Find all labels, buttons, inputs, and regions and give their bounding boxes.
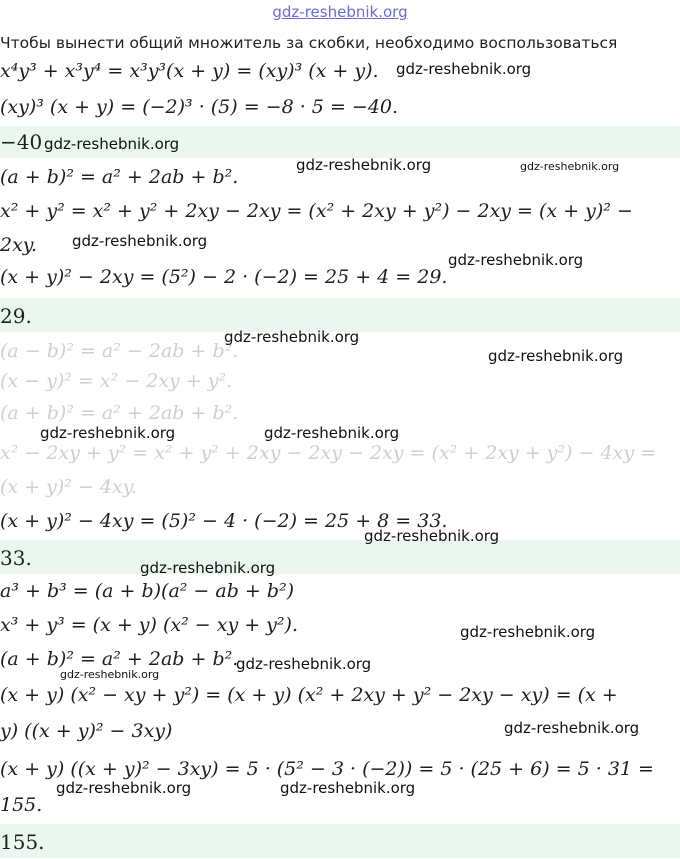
math-line: x² + y² = x² + y² + 2xy − 2xy = (x² + 2xy + y²) − 2xy = (x + y)² − xyxy=(0,200,633,222)
watermark-text: gdz-reshebnik.org xyxy=(60,668,160,681)
math-line: (x + y)² − 4xy = (5)² − 4 · (−2) = 25 + 8 = 33. xyxy=(0,510,448,532)
watermark-text: gdz-reshebnik.org xyxy=(72,232,208,250)
answer-value: 33. xyxy=(0,546,32,570)
watermark-text: gdz-reshebnik.org xyxy=(396,60,532,78)
watermark-text: gdz-reshebnik.org xyxy=(236,655,372,673)
answer-band xyxy=(0,298,680,332)
math-line-faded: (x − y)² = x² − 2xy + y². xyxy=(0,370,233,392)
answer-value: 155. xyxy=(0,830,45,854)
watermark-text: gdz-reshebnik.org xyxy=(460,623,596,641)
answer-band xyxy=(0,824,680,858)
math-line-faded: x² − 2xy + y² = x² + y² + 2xy − 2xy − 2xy = (x² + 2xy + y²) − 4xy = xyxy=(0,442,657,464)
math-line: x⁴y³ + x³y⁴ = x³y³(x + y) = (xy)³ (x + y). xyxy=(0,60,379,82)
answer-band xyxy=(0,540,680,574)
watermark-text: gdz-reshebnik.org xyxy=(44,135,180,153)
answer-value: 29. xyxy=(0,304,32,328)
math-line: (a + b)² = a² + 2ab + b². xyxy=(0,648,239,670)
watermark-text: gdz-reshebnik.org xyxy=(40,424,176,442)
watermark-text: gdz-reshebnik.org xyxy=(224,328,360,346)
math-line: x³ + y³ = (x + y) (x² − xy + y²). xyxy=(0,614,298,636)
math-line: (a + b)² = a² + 2ab + b². xyxy=(0,166,239,188)
math-line-faded: (a + b)² = a² + 2ab + b². xyxy=(0,402,239,424)
watermark-text: gdz-reshebnik.org xyxy=(448,251,584,269)
math-line: (x + y)² − 2xy = (5²) − 2 · (−2) = 25 + 4 = 29. xyxy=(0,266,448,288)
watermark-text: gdz-reshebnik.org xyxy=(296,156,432,174)
watermark-text: gdz-reshebnik.org xyxy=(504,719,640,737)
watermark-text: gdz-reshebnik.org xyxy=(264,424,400,442)
math-line: y) ((x + y)² − 3xy) xyxy=(0,720,173,742)
watermark-text: gdz-reshebnik.org xyxy=(140,559,276,577)
watermark-text: gdz-reshebnik.org xyxy=(280,779,416,797)
watermark-text: gdz-reshebnik.org xyxy=(364,527,500,545)
watermark-text: gdz-reshebnik.org xyxy=(488,347,624,365)
math-line: 2xy. xyxy=(0,234,38,256)
math-line: (x + y) (x² − xy + y²) = (x + y) (x² + 2xy + y² − 2xy − xy) = (x + xyxy=(0,684,618,706)
math-line-faded: (a − b)² = a² − 2ab + b². xyxy=(0,340,239,362)
site-header-link[interactable]: gdz-reshebnik.org xyxy=(272,3,408,21)
intro-text: Чтобы вынести общий множитель за скобки, необходимо воспользоваться xyxy=(0,34,618,52)
math-line: a³ + b³ = (a + b)(a² − ab + b²) xyxy=(0,580,295,602)
watermark-text: gdz-reshebnik.org xyxy=(520,160,620,173)
watermark-text: gdz-reshebnik.org xyxy=(56,779,192,797)
math-line-faded: (x + y)² − 4xy. xyxy=(0,476,137,498)
answer-value: −40 xyxy=(0,130,43,154)
math-line: 155. xyxy=(0,794,43,816)
math-line: (x + y) ((x + y)² − 3xy) = 5 · (5² − 3 · (−2)) = 5 · (25 + 6) = 5 · 31 = xyxy=(0,758,654,780)
math-line: (xy)³ (x + y) = (−2)³ · (5) = −8 · 5 = −40. xyxy=(0,96,399,118)
